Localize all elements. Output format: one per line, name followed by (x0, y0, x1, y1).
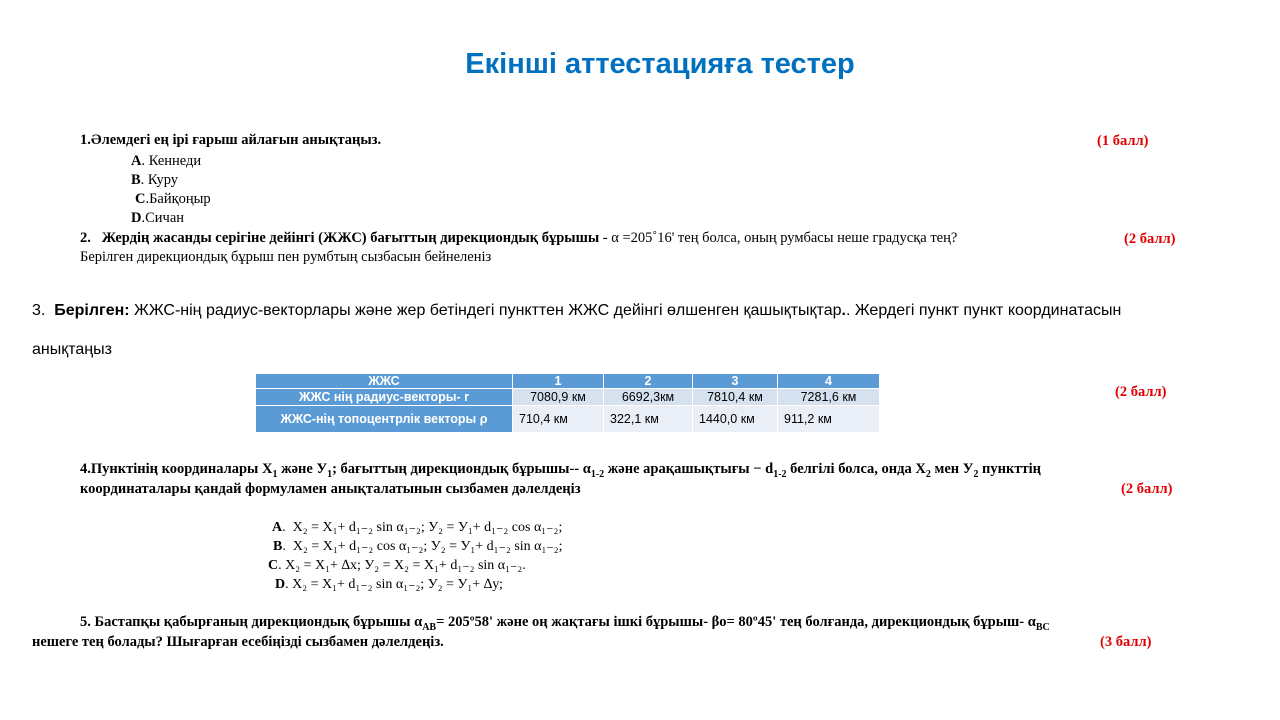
table-row-label: ЖЖС-нің топоцентрлік векторы ρ (256, 406, 513, 433)
table-cell: 7080,9 км (513, 389, 604, 406)
question-4-option-c: C. X₂ = X₁+ ∆x; У₂ = X₂ = X₁+ d₁₋₂ sin α₁₋₂. (268, 558, 526, 573)
table-header-cell: 2 (604, 374, 693, 389)
question-2-text: 2. Жердің жасанды серігіне дейінгі (ЖЖС) бағыттың дирекциондық бұрышы - α =205˚16' тең болса, оның румбасы неше градусқа тең? (80, 230, 958, 246)
question-2-line-2: Берілген дирекциондық бұрыш пен румбтың сызбасын бейнеленіз (80, 249, 492, 265)
table-header-cell: 3 (693, 374, 778, 389)
table-cell: 7810,4 км (693, 389, 778, 406)
question-1-text: 1.Әлемдегі ең ірі ғарыш айлағын анықтаңыз. (80, 132, 382, 148)
question-4-text: 4.Пунктінің координалары $X_1$ және $У_1$; бағыттың дирекциондық бұрышы-- $\alpha_{1-2}$ және арақашықтығы − $d_{1-2}$ белгілі болса, онда $X_2$ мен $У_2$ пункттің (80, 461, 1041, 480)
table-header-cell: 4 (778, 374, 880, 389)
question-5-text: 5. Бастапқы қабырғаның дирекциондық бұрышы $\alpha_{AB}=$ 205º58' және оң жақтағы ішкі бұрышы- βo= 80º45' тең болғанда, дирекциондық бұрыш- $\alpha_{BC}$ (80, 614, 1050, 633)
question-5-line-2: нешеге тең болады? Шығарған есебіңізді сызбамен дәлелдеңіз. (32, 634, 444, 650)
question-1-option-b: B. Куру (131, 172, 179, 188)
table-row (256, 406, 880, 433)
question-4-option-b: B. X₂ = X₁+ d₁₋₂ cos α₁₋₂; У₂ = У₁+ d₁₋₂ sin α₁₋₂; (273, 539, 563, 554)
question-4-option-d: D. X₂ = X₁+ d₁₋₂ sin α₁₋₂; У₂ = У₁+ ∆у; (275, 577, 503, 592)
question-1-option-c: C.Байқоңыр (135, 191, 211, 207)
question-3-text: 3. Берілген: ЖЖС-нің радиус-векторлары және жер бетіндегі пункттен ЖЖС дейінгі өлшенген қашықтықтар.. Жердегі пункт пункт координатасын (32, 302, 1122, 319)
table-cell: 7281,6 км (778, 389, 880, 406)
table-row-label: ЖЖС нің радиус-векторы- r (256, 389, 513, 406)
question-2-points: (2 балл) (1124, 231, 1176, 247)
table-cell: 710,4 км (513, 406, 604, 433)
question-3-line-2: анықтаңыз (32, 341, 112, 358)
table-cell: 6692,3км (604, 389, 693, 406)
table-header-row (256, 374, 880, 389)
table-cell: 322,1 км (604, 406, 693, 433)
question-4-points: (2 балл) (1121, 481, 1173, 497)
table-cell: 911,2 км (778, 406, 880, 433)
table-row (256, 389, 880, 406)
table-cell: 1440,0 км (693, 406, 778, 433)
satellite-data-table (255, 373, 880, 433)
table-header-cell: ЖЖС (256, 374, 513, 389)
question-1-points: (1 балл) (1097, 133, 1149, 149)
question-5-points: (3 балл) (1100, 634, 1152, 650)
table-header-cell: 1 (513, 374, 604, 389)
question-4-line-2: координаталары қандай формуламен анықталатынын сызбамен дәлелдеңіз (80, 481, 581, 497)
question-3-points: (2 балл) (1115, 384, 1167, 400)
question-4-option-a: A. X₂ = X₁+ d₁₋₂ sin α₁₋₂; У₂ = У₁+ d₁₋₂ cos α₁₋₂; (272, 520, 563, 535)
page-title: Екінші аттестацияға тестер (465, 48, 855, 80)
question-1-option-a: A. Кеннеди (131, 153, 202, 169)
question-1-option-d: D.Сичан (131, 210, 185, 226)
